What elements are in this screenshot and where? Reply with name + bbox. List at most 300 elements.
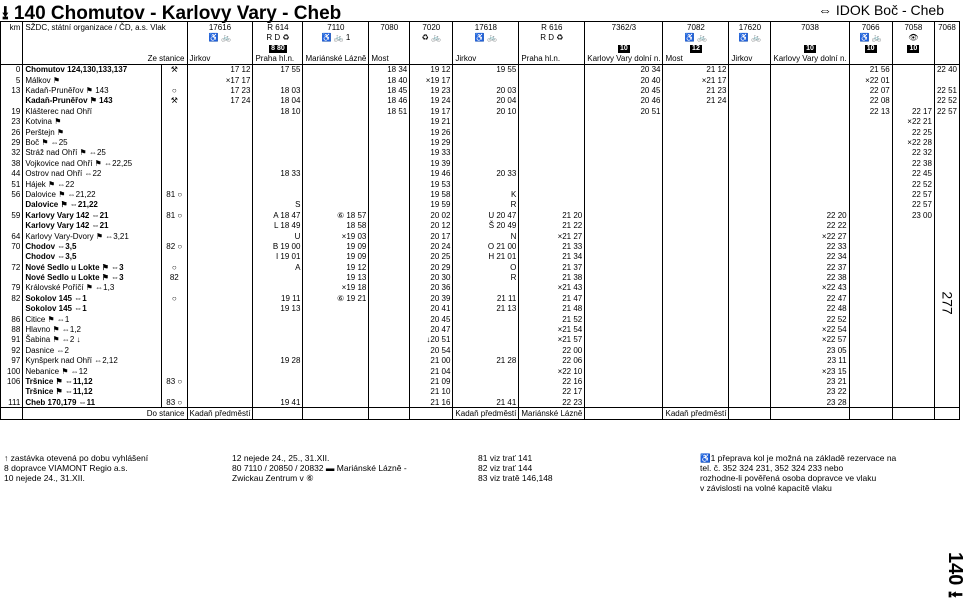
departure-time: [253, 148, 303, 158]
departure-time: [187, 220, 253, 230]
departure-time: ×22 27: [771, 231, 849, 241]
train-info: ♿ 🚲: [187, 32, 253, 42]
departure-time: [369, 387, 410, 397]
departure-time: [453, 137, 519, 147]
station-row: [1, 210, 960, 220]
departure-time: [303, 376, 369, 386]
departure-time: 20 12: [410, 220, 453, 230]
station-row: [1, 335, 960, 345]
departure-time: [253, 189, 303, 199]
station-name: Boč ⚑ ⇔25: [23, 137, 162, 147]
from-station: [892, 53, 934, 64]
departure-time: 22 22: [771, 220, 849, 230]
departure-time: 20 02: [410, 210, 453, 220]
departure-time: 20 40: [585, 75, 663, 85]
departure-time: [253, 158, 303, 168]
departure-time: [585, 210, 663, 220]
station-row: [1, 158, 960, 168]
to-station: [934, 408, 959, 419]
from-station: Praha hl.n.: [519, 53, 585, 64]
departure-time: [849, 117, 892, 127]
departure-time: 20 30: [410, 272, 453, 282]
to-station: [253, 408, 303, 419]
station-name: Hlavno ⚑ ⇔1,2: [23, 324, 162, 334]
departure-time: [187, 252, 253, 262]
departure-time: [892, 345, 934, 355]
departure-time: 22 23: [519, 397, 585, 408]
departure-time: 19 29: [410, 137, 453, 147]
departure-time: [519, 96, 585, 106]
departure-time: 22 17: [519, 387, 585, 397]
departure-time: 19 53: [410, 179, 453, 189]
departure-time: ×17 17: [187, 75, 253, 85]
departure-time: [892, 252, 934, 262]
departure-time: 22 38: [771, 272, 849, 282]
footnote-line: 10 nejede 24., 31.XII.: [4, 473, 85, 483]
train-number: 7038: [771, 22, 849, 33]
train-badge-row: [1, 43, 960, 53]
station-row: [1, 304, 960, 314]
departure-time: [892, 314, 934, 324]
departure-time: 21 12: [663, 64, 729, 75]
departure-time: 22 00: [519, 345, 585, 355]
departure-time: L 18 49: [253, 220, 303, 230]
departure-time: 20 54: [410, 345, 453, 355]
footnote-line: ↑ zastávka otevená po dobu vyhlášení: [4, 453, 149, 463]
departure-time: [519, 127, 585, 137]
station-name: Karlovy Vary 142 ⇔21: [23, 210, 162, 220]
departure-time: [892, 324, 934, 334]
departure-time: [369, 168, 410, 178]
departure-time: [849, 127, 892, 137]
departure-time: ×22 21: [892, 117, 934, 127]
departure-time: [663, 283, 729, 293]
departure-time: [187, 345, 253, 355]
train-number: R 614: [253, 22, 303, 33]
station-km: 82: [1, 293, 23, 303]
station-name: Hájek ⚑ ⇔22: [23, 179, 162, 189]
departure-time: 18 40: [369, 75, 410, 85]
departure-time: [729, 158, 771, 168]
departure-time: 19 55: [453, 64, 519, 75]
departure-time: [729, 262, 771, 272]
departure-time: 21 24: [663, 96, 729, 106]
departure-time: [585, 179, 663, 189]
departure-time: [585, 387, 663, 397]
departure-time: [369, 324, 410, 334]
station-row: [1, 397, 960, 408]
departure-time: 21 48: [519, 304, 585, 314]
departure-time: 18 58: [303, 220, 369, 230]
departure-time: [585, 127, 663, 137]
departure-time: [934, 356, 959, 366]
departure-time: ×21 54: [519, 324, 585, 334]
departure-time: [771, 106, 849, 116]
departure-time: [729, 241, 771, 251]
to-station: [729, 408, 771, 419]
from-station-row: [1, 53, 960, 64]
departure-time: [849, 200, 892, 210]
station-symbol: 81 ○: [162, 210, 187, 220]
station-km: 70: [1, 241, 23, 251]
departure-time: [453, 148, 519, 158]
departure-time: 22 34: [771, 252, 849, 262]
page-header: [0, 0, 960, 24]
from-label: Ze stanice: [23, 53, 187, 64]
departure-time: 20 39: [410, 293, 453, 303]
departure-time: [253, 179, 303, 189]
to-station: [369, 408, 410, 419]
station-km: 86: [1, 314, 23, 324]
station-name: Cheb 170,179 ⇔11: [23, 397, 162, 408]
departure-time: [849, 376, 892, 386]
departure-time: 22 38: [892, 158, 934, 168]
departure-time: [729, 220, 771, 230]
station-km: [1, 304, 23, 314]
departure-time: [771, 179, 849, 189]
departure-time: ×22 43: [771, 283, 849, 293]
departure-time: 21 52: [519, 314, 585, 324]
departure-time: [187, 158, 253, 168]
departure-time: [849, 241, 892, 251]
footnote-line: 82 viz trať 144: [478, 463, 533, 473]
station-km: 92: [1, 345, 23, 355]
departure-time: [729, 366, 771, 376]
departure-time: [253, 272, 303, 282]
departure-time: [892, 387, 934, 397]
departure-time: 22 37: [771, 262, 849, 272]
departure-time: [369, 220, 410, 230]
station-km: 5: [1, 75, 23, 85]
departure-time: [934, 75, 959, 85]
departure-time: [849, 293, 892, 303]
departure-time: [729, 127, 771, 137]
departure-time: 19 12: [410, 64, 453, 75]
departure-time: O: [453, 262, 519, 272]
departure-time: S: [253, 200, 303, 210]
departure-time: 21 47: [519, 293, 585, 303]
departure-time: [663, 148, 729, 158]
from-station: Jirkov: [187, 53, 253, 64]
departure-time: 21 33: [519, 241, 585, 251]
departure-time: [253, 324, 303, 334]
departure-time: [253, 345, 303, 355]
departure-time: [187, 304, 253, 314]
footnote-line: ♿1 přeprava kol je možná na základě rezervace na: [700, 453, 897, 463]
from-station: Most: [663, 53, 729, 64]
departure-time: [849, 397, 892, 408]
departure-time: [892, 293, 934, 303]
station-symbol: [162, 366, 187, 376]
station-symbol: [162, 137, 187, 147]
departure-time: [519, 117, 585, 127]
train-badge: 10: [909, 44, 918, 52]
station-km: [1, 252, 23, 262]
departure-time: [934, 324, 959, 334]
departure-time: 20 51: [585, 106, 663, 116]
departure-time: 19 58: [410, 189, 453, 199]
departure-time: [585, 158, 663, 168]
departure-time: [585, 376, 663, 386]
to-station: [849, 408, 892, 419]
departure-time: [187, 179, 253, 189]
departure-time: [253, 314, 303, 324]
departure-time: [519, 148, 585, 158]
station-km: [1, 96, 23, 106]
departure-time: [453, 158, 519, 168]
station-symbol: [162, 220, 187, 230]
departure-time: [519, 75, 585, 85]
departure-time: [187, 137, 253, 147]
departure-time: [729, 324, 771, 334]
departure-time: [303, 117, 369, 127]
departure-time: [369, 397, 410, 408]
departure-time: [585, 366, 663, 376]
station-row: [1, 189, 960, 199]
train-number: 7082: [663, 22, 729, 33]
departure-time: [187, 376, 253, 386]
departure-time: 21 00: [410, 356, 453, 366]
departure-time: I 19 01: [253, 252, 303, 262]
departure-time: 19 12: [303, 262, 369, 272]
departure-time: [729, 335, 771, 345]
departure-time: 22 08: [849, 96, 892, 106]
departure-time: [934, 262, 959, 272]
departure-time: [849, 189, 892, 199]
departure-time: [663, 168, 729, 178]
departure-time: 21 22: [519, 220, 585, 230]
departure-time: [934, 117, 959, 127]
departure-time: [369, 366, 410, 376]
station-name: Dasnice ⇔2: [23, 345, 162, 355]
departure-time: 17 12: [187, 64, 253, 75]
departure-time: [187, 356, 253, 366]
departure-time: [303, 148, 369, 158]
departure-time: ↓20 51: [410, 335, 453, 345]
train-info: R D ♻: [519, 32, 585, 42]
departure-time: [585, 314, 663, 324]
departure-time: [892, 64, 934, 75]
departure-time: 19 46: [410, 168, 453, 178]
departure-time: [663, 272, 729, 282]
station-km: 64: [1, 231, 23, 241]
departure-time: [303, 168, 369, 178]
departure-time: [663, 189, 729, 199]
train-info: [771, 32, 849, 42]
departure-time: 22 57: [892, 189, 934, 199]
departure-time: [729, 210, 771, 220]
footnotes-col-1: [4, 453, 148, 483]
departure-time: 18 03: [253, 85, 303, 95]
departure-time: [253, 376, 303, 386]
departure-time: [934, 335, 959, 345]
station-name: Málkov ⚑: [23, 75, 162, 85]
departure-time: U: [253, 231, 303, 241]
departure-time: [187, 366, 253, 376]
from-station: [410, 53, 453, 64]
station-row: [1, 252, 960, 262]
station-row: [1, 200, 960, 210]
departure-time: A 18 47: [253, 210, 303, 220]
station-row: [1, 64, 960, 75]
departure-time: [519, 200, 585, 210]
departure-time: 20 29: [410, 262, 453, 272]
footnote-line: tel. č. 352 324 231, 352 324 233 nebo: [700, 463, 844, 473]
station-row: [1, 117, 960, 127]
departure-time: [303, 335, 369, 345]
departure-time: [934, 241, 959, 251]
departure-time: [187, 127, 253, 137]
departure-time: [663, 179, 729, 189]
departure-time: [849, 314, 892, 324]
departure-time: [253, 137, 303, 147]
departure-time: [253, 117, 303, 127]
station-row: [1, 148, 960, 158]
train-number: 17620: [729, 22, 771, 33]
departure-time: R: [453, 272, 519, 282]
departure-time: 19 13: [303, 272, 369, 282]
station-symbol: 82 ○: [162, 241, 187, 251]
departure-time: [934, 272, 959, 282]
departure-time: ⑥ 19 21: [303, 293, 369, 303]
departure-time: 21 04: [410, 366, 453, 376]
departure-time: [303, 314, 369, 324]
departure-time: [303, 324, 369, 334]
station-name: Dalovice ⚑ ⇔21,22: [23, 200, 162, 210]
station-name: Chodov ⇔3,5: [23, 241, 162, 251]
departure-time: [303, 85, 369, 95]
to-label: Do stanice: [23, 408, 187, 419]
departure-time: ×23 15: [771, 366, 849, 376]
departure-time: [585, 345, 663, 355]
from-station: Praha hl.n.: [253, 53, 303, 64]
departure-time: [303, 64, 369, 75]
departure-time: [892, 304, 934, 314]
station-name: Chomutov 124,130,133,137: [23, 64, 162, 75]
departure-time: [369, 189, 410, 199]
station-row: [1, 283, 960, 293]
departure-time: [303, 96, 369, 106]
departure-time: [453, 366, 519, 376]
departure-time: 20 04: [453, 96, 519, 106]
departure-time: 20 36: [410, 283, 453, 293]
departure-time: 23 28: [771, 397, 849, 408]
footnotes-col-2: [232, 453, 407, 483]
departure-time: [663, 293, 729, 303]
departure-time: [369, 127, 410, 137]
departure-time: 22 16: [519, 376, 585, 386]
station-row: [1, 85, 960, 95]
departure-time: [729, 96, 771, 106]
from-station: [849, 53, 892, 64]
departure-time: [663, 252, 729, 262]
departure-time: [585, 335, 663, 345]
departure-time: 23 11: [771, 356, 849, 366]
departure-time: [369, 262, 410, 272]
departure-time: [519, 189, 585, 199]
departure-time: 22 57: [892, 200, 934, 210]
departure-time: [729, 106, 771, 116]
timetable: [0, 21, 960, 420]
station-name: Vojkovice nad Ohří ⚑ ⇔22,25: [23, 158, 162, 168]
departure-time: [729, 168, 771, 178]
station-km: 26: [1, 127, 23, 137]
station-symbol: [162, 356, 187, 366]
departure-time: [453, 179, 519, 189]
departure-time: [187, 210, 253, 220]
departure-time: 20 45: [410, 314, 453, 324]
station-row: [1, 241, 960, 251]
footnote-line: 80 7110 / 20850 / 20832 ▬ Mariánské Lázně -: [232, 463, 407, 473]
departure-time: 19 17: [410, 106, 453, 116]
departure-time: [729, 189, 771, 199]
departure-time: [849, 387, 892, 397]
departure-time: R: [453, 200, 519, 210]
station-symbol: [162, 231, 187, 241]
departure-time: [369, 252, 410, 262]
departure-time: [187, 168, 253, 178]
departure-time: [663, 356, 729, 366]
departure-time: [453, 117, 519, 127]
departure-time: 21 41: [453, 397, 519, 408]
departure-time: [303, 127, 369, 137]
departure-time: [585, 283, 663, 293]
departure-time: [585, 220, 663, 230]
station-symbol: ⚒: [162, 96, 187, 106]
train-badge: 10: [806, 44, 814, 52]
departure-time: [303, 200, 369, 210]
departure-time: 20 17: [410, 231, 453, 241]
departure-time: [729, 85, 771, 95]
station-symbol: [162, 345, 187, 355]
station-km: 38: [1, 158, 23, 168]
departure-time: [519, 158, 585, 168]
departure-time: [253, 387, 303, 397]
departure-time: [453, 345, 519, 355]
departure-time: [934, 200, 959, 210]
departure-time: [303, 179, 369, 189]
station-row: [1, 262, 960, 272]
departure-time: [892, 231, 934, 241]
departure-time: [892, 335, 934, 345]
from-station: [934, 53, 959, 64]
operator-label: SŽDC, státní organizace / ČD, a.s. Vlak: [23, 22, 187, 33]
departure-time: [849, 335, 892, 345]
departure-time: [369, 272, 410, 282]
departure-time: 19 21: [410, 117, 453, 127]
train-info: ♿ 🚲: [849, 32, 892, 42]
station-name: Kotvina ⚑: [23, 117, 162, 127]
departure-time: [663, 117, 729, 127]
departure-time: ×21 57: [519, 335, 585, 345]
departure-time: [663, 262, 729, 272]
departure-time: 18 45: [369, 85, 410, 95]
station-km: 0: [1, 64, 23, 75]
departure-time: [771, 85, 849, 95]
departure-time: [663, 387, 729, 397]
departure-time: 18 10: [253, 106, 303, 116]
to-station: [410, 408, 453, 419]
departure-time: [369, 335, 410, 345]
train-badge: 12: [692, 44, 700, 52]
departure-time: [303, 106, 369, 116]
departure-time: [849, 345, 892, 355]
station-symbol: [162, 283, 187, 293]
departure-time: ×19 03: [303, 231, 369, 241]
station-symbol: [162, 200, 187, 210]
departure-time: [729, 231, 771, 241]
departure-time: [934, 387, 959, 397]
